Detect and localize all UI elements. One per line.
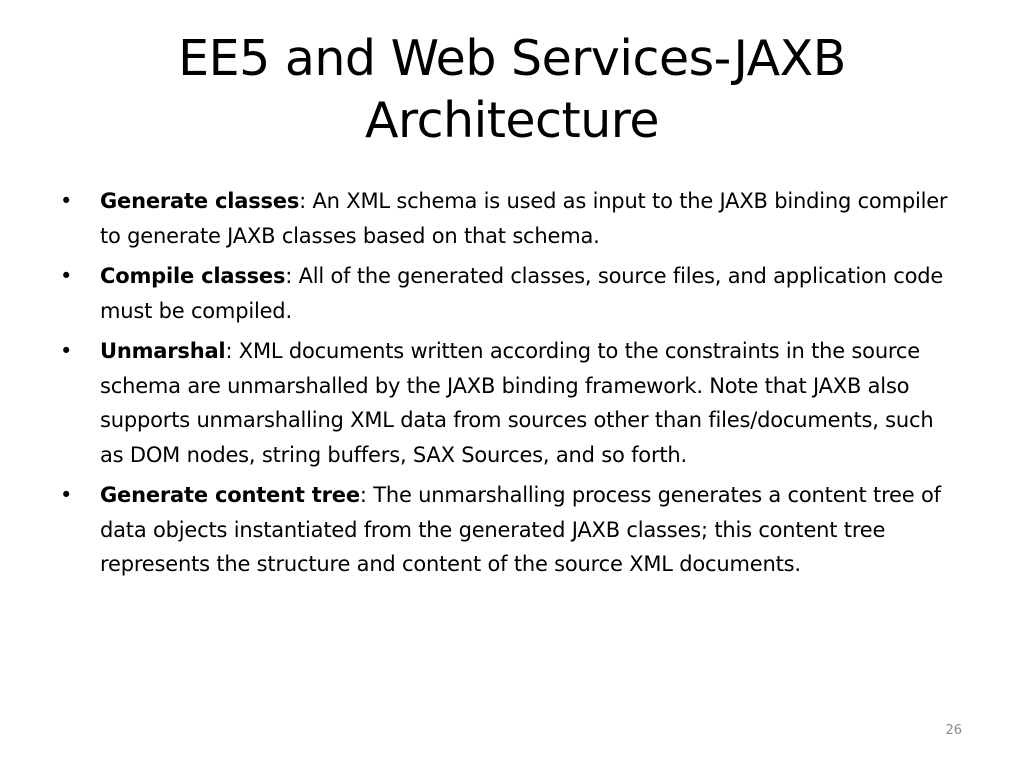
bullet-term: Generate classes	[100, 189, 300, 213]
bullet-term: Unmarshal	[100, 339, 226, 363]
bullet-term: Generate content tree	[100, 483, 360, 507]
slide-title: EE5 and Web Services-JAXB Architecture	[178, 30, 846, 149]
bullet-text: : XML documents written according to the constraints in the source schema are unmarshalled by the JAXB binding framework. Note that JAXB also supports unmarshalling XML data from sources other than files/documents, such as DOM nodes, string buffers, SAX Sources, and so forth.	[100, 339, 934, 467]
bullet-list	[60, 184, 960, 588]
bullet-item	[60, 259, 960, 328]
bullet-icon: •	[60, 483, 73, 507]
bullet-term: Compile classes	[100, 264, 286, 288]
bullet-icon: •	[60, 264, 73, 288]
page-number: 26	[945, 723, 962, 738]
bullet-text: : The unmarshalling process generates a content tree of data objects instantiated from the generated JAXB classes; this content tree represents the structure and content of the source XML documents.	[100, 483, 941, 576]
bullet-icon: •	[60, 189, 73, 213]
bullet-item	[60, 334, 960, 472]
bullet-item	[60, 184, 960, 253]
bullet-text: : An XML schema is used as input to the JAXB binding compiler to generate JAXB classes based on that schema.	[100, 189, 948, 248]
bullet-icon: •	[60, 339, 73, 363]
bullet-item	[60, 478, 960, 582]
bullet-text: : All of the generated classes, source files, and application code must be compiled.	[100, 264, 944, 323]
